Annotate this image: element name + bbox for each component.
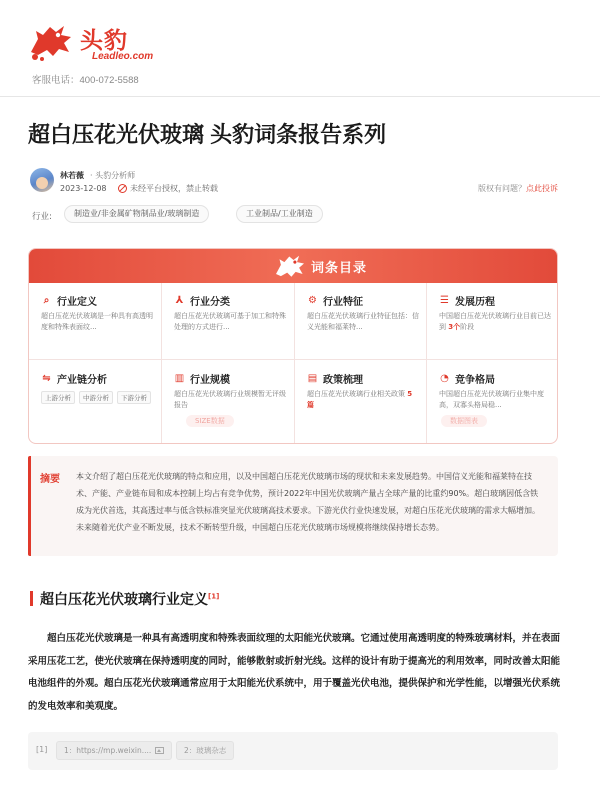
abstract-text: 本文介绍了超白压花光伏玻璃的特点和应用，以及中国超白压花光伏玻璃市场的现状和未来发展趋势。中国信义光能和福莱特在技术、产能、产业链布局和成本控制上均占有竞争优势，预计2022年中国光伏玻璃产量占全球产量的比重约90%。超白玻璃因低含铁成为光伏首选，其高透过率与低含铁标准突显光伏玻璃高技术要求。下游光伏行业快速发展，对超白压花光伏玻璃的需求大幅增加。未来随着光伏产业不断发展，技术不断转型升级，中国超白压花光伏玻璃市场规模将继续保持增长态势。	[76, 472, 540, 532]
prohibited-icon	[118, 184, 127, 193]
toc-item-title: 发展历程	[455, 297, 495, 308]
header-divider	[0, 96, 600, 97]
toc-item-desc	[439, 311, 551, 333]
abstract-box	[28, 456, 558, 556]
toc-item-market-size[interactable]	[174, 371, 306, 444]
toc-item-title: 行业特征	[323, 297, 363, 308]
complain-link[interactable]: 点此投诉	[526, 184, 558, 193]
stage-count: 3个	[448, 323, 461, 331]
section-marker	[30, 591, 33, 606]
chain-icon: ⇋	[42, 373, 51, 384]
toc-item-title: 行业规模	[190, 375, 230, 386]
toc-item-desc-text: 超白压花光伏玻璃行业相关政策	[307, 390, 408, 398]
hierarchy-icon: ⅄	[175, 295, 184, 306]
author-avatar[interactable]	[30, 168, 54, 192]
toc-item-desc-text: 中国超白压花光伏玻璃行业目前已达到	[439, 312, 551, 331]
section-title	[40, 589, 219, 609]
document-icon: ▤	[307, 373, 318, 384]
service-hotline: 客服电话：400-072-5588	[32, 75, 139, 86]
author-name[interactable]: 林若薇	[60, 171, 84, 180]
toc-item-history[interactable]	[439, 293, 558, 369]
publish-date: 2023-12-08	[60, 184, 107, 193]
section-title-text: 超白压花光伏玻璃行业定义	[40, 592, 208, 608]
toc-title: 词条目录	[311, 261, 368, 276]
chain-tags	[41, 391, 151, 404]
toc-item-title: 政策梳理	[323, 375, 363, 386]
toc-item-desc-text: 阶段	[460, 323, 475, 331]
page-title: 超白压花光伏玻璃 头豹词条报告系列	[28, 122, 387, 147]
size-data-badge[interactable]: SIZE数据	[186, 415, 234, 427]
reference-text: 1：https://mp.weixin....	[64, 746, 152, 755]
leopard-logo-icon	[273, 253, 307, 281]
copyright-question	[478, 183, 558, 194]
upstream-tag[interactable]: 上游分析	[41, 391, 75, 404]
toc-item-title: 竞争格局	[455, 375, 495, 386]
toc-item-desc: 超白压花光伏玻璃是一种具有高透明度和特殊表面纹...	[41, 312, 153, 331]
reference-number: [1]	[36, 745, 48, 754]
toc-item-features[interactable]	[307, 293, 439, 369]
author-role: · 头豹分析师	[90, 171, 136, 180]
table-of-contents	[28, 248, 558, 444]
toc-item-desc	[307, 389, 419, 411]
copyright-question-text: 版权有问题？	[478, 184, 526, 193]
leopard-logo-icon	[28, 22, 74, 62]
abstract-label: 摘要	[40, 474, 60, 485]
toc-item-title: 行业定义	[57, 297, 97, 308]
policy-count: 5篇	[307, 390, 413, 409]
reference-link[interactable]	[176, 741, 234, 760]
toc-header	[29, 249, 558, 283]
brand-name: 头豹	[80, 28, 128, 54]
toc-item-definition[interactable]	[41, 293, 173, 369]
industry-tag[interactable]: 工业制品/工业制造	[236, 205, 323, 223]
gear-icon: ⚙	[308, 295, 317, 306]
references-box	[28, 732, 558, 770]
downstream-tag[interactable]: 下游分析	[117, 391, 151, 404]
image-icon	[155, 747, 164, 754]
industry-tag[interactable]: 制造业/非金属矿物制品业/玻璃制造	[64, 205, 209, 223]
toc-item-title: 产业链分析	[57, 375, 107, 386]
toc-item-desc: 中国超白压花光伏玻璃行业集中度高，双寡头格局稳...	[439, 390, 544, 409]
search-icon: ⌕	[43, 295, 50, 306]
brand-domain: Leadleo.com	[92, 51, 154, 62]
leadleo-logo[interactable]	[28, 20, 158, 68]
industry-label: 行业:	[32, 212, 52, 222]
pie-icon: ◔	[440, 373, 449, 384]
chart-data-badge[interactable]: 数据图表	[441, 415, 487, 427]
copyright-note-text: 未经平台授权，禁止转载	[130, 184, 218, 193]
citation-link[interactable]: [1]	[208, 592, 220, 601]
toc-item-desc: 超白压花光伏玻璃行业特征包括：信义光能和福莱特...	[307, 312, 419, 331]
reference-link[interactable]	[56, 741, 172, 760]
toc-item-policy[interactable]	[307, 371, 439, 444]
copyright-note	[118, 183, 218, 194]
toc-item-desc: 超白压花光伏玻璃行业规模暂无评级报告	[174, 390, 286, 409]
midstream-tag[interactable]: 中游分析	[79, 391, 113, 404]
toc-item-title: 行业分类	[190, 297, 230, 308]
section-body: 超白压花光伏玻璃是一种具有高透明度和特殊表面纹理的太阳能光伏玻璃。它通过使用高透明度的特殊玻璃材料，并在表面采用压花工艺，使光伏玻璃在保持透明度的同时，能够散射或折射光线。这样的设计有助于提高光的利用效率，同时改善太阳能电池组件的外观。超白压花光伏玻璃通常应用于太阳能光伏系统中，用于覆盖光伏电池，提供保护和光学性能，以增强光伏系统的发电效率和美观度。	[28, 633, 561, 712]
timeline-icon: ☰	[440, 295, 449, 306]
toc-item-desc: 超白压花光伏玻璃可基于加工和特殊处理的方式进行...	[174, 312, 286, 331]
bar-chart-icon: ▥	[174, 373, 185, 384]
reference-text: 2：玻璃杂志	[184, 746, 227, 755]
toc-item-classification[interactable]	[174, 293, 306, 369]
toc-item-value-chain[interactable]	[41, 371, 173, 444]
toc-item-competition[interactable]	[439, 371, 558, 444]
